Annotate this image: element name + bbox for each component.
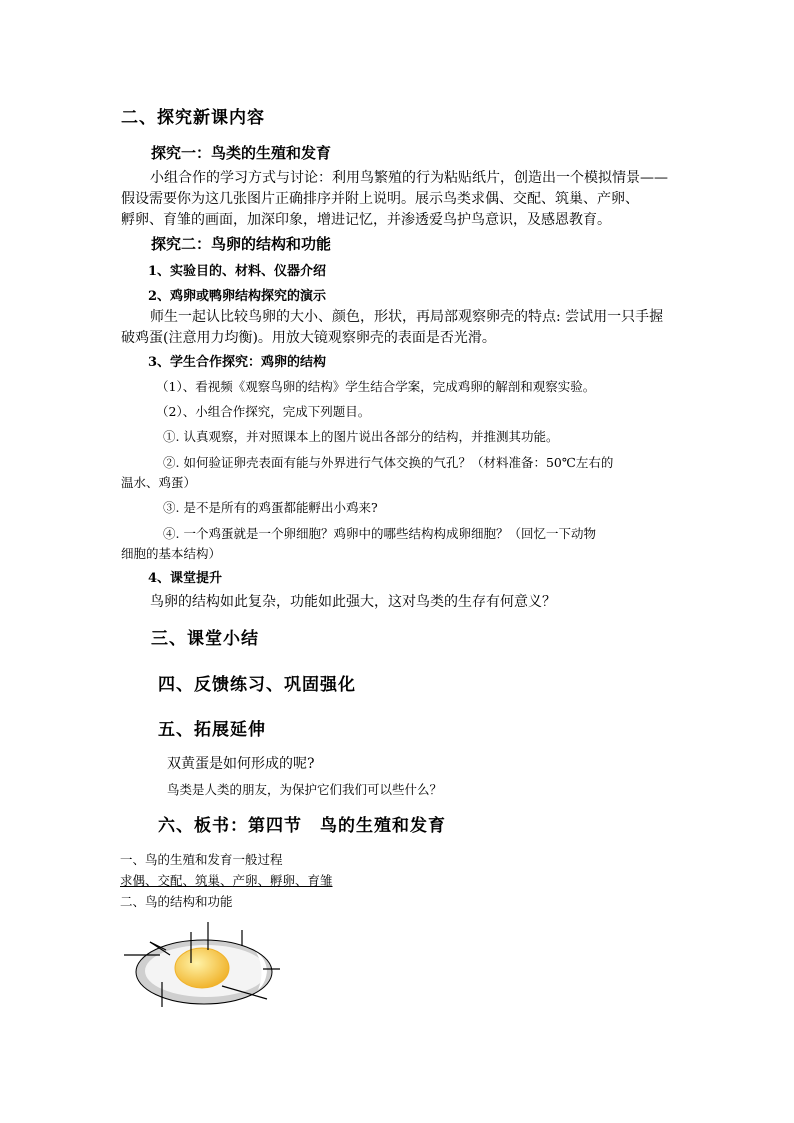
explore2-item2: 2、鸡卵或鸭卵结构探究的演示 <box>148 289 327 304</box>
section5-heading: 五、拓展延伸 <box>158 720 266 740</box>
section6-heading: 六、板书：第四节 鸟的生殖和发育 <box>158 816 446 836</box>
egg-structure-diagram <box>120 922 285 1014</box>
board-line-1-items: 求偶、交配、筑巢、产卵、孵卵、育雏 <box>120 873 333 888</box>
item2-paragraph-line: 师生一起认比较鸟卵的大小、颜色，形状，再局部观察卵壳的特点: 尝试用一只手握 <box>150 309 664 325</box>
item2-paragraph-line: 破鸡蛋(注意用力均衡)。用放大镜观察卵壳的表面是否光滑。 <box>121 330 496 346</box>
section4-heading: 四、反馈练习、巩固强化 <box>158 675 356 695</box>
egg-yolk <box>175 948 229 988</box>
item4-text: 鸟卵的结构如此复杂，功能如此强大，这对鸟类的生存有何意义？ <box>150 594 556 610</box>
board-line-1: 一、鸟的生殖和发育一般过程 <box>120 852 283 867</box>
question-4-line1: ④. 一个鸡蛋就是一个卵细胞？鸡卵中的哪些结构构成卵细胞？（回忆一下动物 <box>163 526 596 541</box>
item3-step-a: （1）、看视频《观察鸟卵的结构》学生结合学案，完成鸡卵的解剖和观察实验。 <box>156 379 596 394</box>
question-1: ①. 认真观察，并对照课本上的图片说出各部分的结构，并推测其功能。 <box>163 429 559 444</box>
explore2-item4: 4、课堂提升 <box>148 571 223 586</box>
explore2-item3: 3、学生合作探究：鸡卵的结构 <box>148 355 327 370</box>
section3-heading: 三、课堂小结 <box>151 629 259 649</box>
item3-step-b: （2）、小组合作探究，完成下列题目。 <box>156 404 371 419</box>
explore1-heading: 探究一：鸟类的生殖和发育 <box>151 144 332 162</box>
explore1-paragraph-line: 孵卵、育雏的画面，加深印象，增进记忆，并渗透爱鸟护鸟意识，及感恩教育。 <box>121 212 611 228</box>
question-2-line1: ②. 如何验证卵壳表面有能与外界进行气体交换的气孔？（材料准备：50℃左右的 <box>163 455 614 470</box>
explore1-paragraph-line: 假设需要你为这几张图片正确排序并附上说明。展示鸟类求偶、交配、筑巢、产卵、 <box>121 191 639 207</box>
board-line-2: 二、鸟的结构和功能 <box>120 894 233 909</box>
question-3: ③. 是不是所有的鸡蛋都能孵出小鸡来? <box>163 500 378 515</box>
extension-question-2: 鸟类是人类的朋友，为保护它们我们可以些什么？ <box>167 782 443 797</box>
extension-question-1: 双黄蛋是如何形成的呢? <box>167 756 315 772</box>
explore1-paragraph-line: 小组合作的学习方式与讨论：利用鸟繁殖的行为粘贴纸片，创造出一个模拟情景—— <box>150 170 668 186</box>
explore2-item1: 1、实验目的、材料、仪器介绍 <box>148 264 327 279</box>
question-4-line2: 细胞的基本结构） <box>121 546 222 561</box>
explore2-heading: 探究二：鸟卵的结构和功能 <box>151 235 332 253</box>
question-2-line2: 温水、鸡蛋） <box>121 475 197 490</box>
section2-heading: 二、探究新课内容 <box>121 108 265 128</box>
